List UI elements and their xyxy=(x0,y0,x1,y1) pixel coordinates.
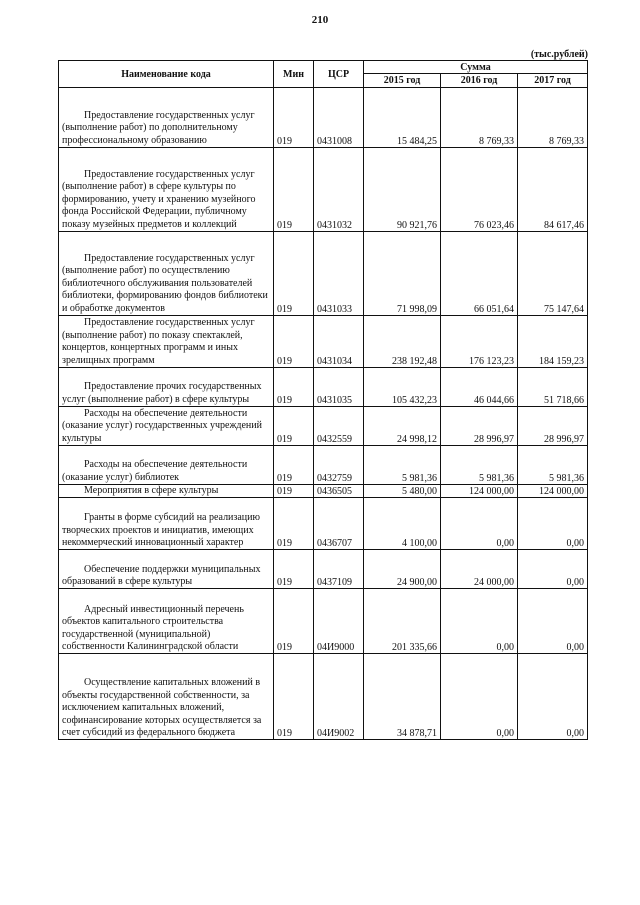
row-2015: 201 335,66 xyxy=(364,589,441,654)
header-2017: 2017 год xyxy=(518,74,588,88)
row-2016: 5 981,36 xyxy=(441,446,518,485)
row-name: Адресный инвестиционный перечень объектов капитального строительства государственной (муниципальной) собственности Калининградской области xyxy=(59,589,274,654)
row-2016: 124 000,00 xyxy=(441,485,518,498)
row-min: 019 xyxy=(274,88,314,148)
row-2017: 8 769,33 xyxy=(518,88,588,148)
table-row xyxy=(59,148,588,232)
row-csr: 0437109 xyxy=(314,550,364,589)
row-name: Обеспечение поддержки муниципальных образований в сфере культуры xyxy=(59,550,274,589)
row-min: 019 xyxy=(274,485,314,498)
row-csr: 0431035 xyxy=(314,368,364,407)
row-2017: 5 981,36 xyxy=(518,446,588,485)
row-min: 019 xyxy=(274,368,314,407)
table-row xyxy=(59,88,588,148)
row-name: Расходы на обеспечение деятельности (оказание услуг) государственных учреждений культуры xyxy=(59,407,274,446)
row-2015: 24 998,12 xyxy=(364,407,441,446)
table-row xyxy=(59,316,588,368)
row-name: Осуществление капитальных вложений в объекты государственной собственности, за исключением капитальных вложений, софинансирование которых осуществляется за счет субсидий из федерального бюджета xyxy=(59,654,274,740)
row-name: Предоставление государственных услуг (выполнение работ) по показу спектаклей, концертов, концертных программ и иных зрелищных программ xyxy=(59,316,274,368)
row-min: 019 xyxy=(274,498,314,550)
header-csr: ЦСР xyxy=(314,61,364,88)
header-2016: 2016 год xyxy=(441,74,518,88)
row-name: Предоставление прочих государственных услуг (выполнение работ) в сфере культуры xyxy=(59,368,274,407)
row-name: Гранты в форме субсидий на реализацию творческих проектов и инициатив, имеющих некоммерческий инновационный характер xyxy=(59,498,274,550)
row-csr: 0431034 xyxy=(314,316,364,368)
table-row xyxy=(59,589,588,654)
row-2017: 0,00 xyxy=(518,498,588,550)
row-2016: 24 000,00 xyxy=(441,550,518,589)
row-min: 019 xyxy=(274,232,314,316)
row-2016: 176 123,23 xyxy=(441,316,518,368)
row-min: 019 xyxy=(274,589,314,654)
row-2017: 184 159,23 xyxy=(518,316,588,368)
table-row xyxy=(59,550,588,589)
row-csr: 04И9000 xyxy=(314,589,364,654)
header-min: Мин xyxy=(274,61,314,88)
row-2015: 4 100,00 xyxy=(364,498,441,550)
table-row xyxy=(59,654,588,740)
row-name: Мероприятия в сфере культуры xyxy=(59,485,274,498)
row-name: Предоставление государственных услуг (выполнение работ) по дополнительному профессиональному образованию xyxy=(59,88,274,148)
row-min: 019 xyxy=(274,446,314,485)
header-sum: Сумма xyxy=(364,61,588,74)
row-2016: 0,00 xyxy=(441,498,518,550)
row-name: Предоставление государственных услуг (выполнение работ) в сфере культуры по формированию, учету и хранению музейного фонда Российской Федерации, публичному показу музейных предметов и коллекций xyxy=(59,148,274,232)
row-2016: 28 996,97 xyxy=(441,407,518,446)
row-2017: 0,00 xyxy=(518,654,588,740)
row-2015: 105 432,23 xyxy=(364,368,441,407)
row-min: 019 xyxy=(274,550,314,589)
row-2016: 0,00 xyxy=(441,589,518,654)
table-row xyxy=(59,498,588,550)
row-2017: 84 617,46 xyxy=(518,148,588,232)
row-min: 019 xyxy=(274,654,314,740)
row-2015: 71 998,09 xyxy=(364,232,441,316)
row-2017: 0,00 xyxy=(518,589,588,654)
row-2017: 124 000,00 xyxy=(518,485,588,498)
units-label: (тыс.рублей) xyxy=(530,49,588,60)
table-row xyxy=(59,446,588,485)
row-2016: 66 051,64 xyxy=(441,232,518,316)
header-name: Наименование кода xyxy=(59,61,274,88)
table-row xyxy=(59,368,588,407)
row-name: Расходы на обеспечение деятельности (оказание услуг) библиотек xyxy=(59,446,274,485)
table-row xyxy=(59,485,588,498)
row-2015: 24 900,00 xyxy=(364,550,441,589)
header-2015: 2015 год xyxy=(364,74,441,88)
row-2017: 51 718,66 xyxy=(518,368,588,407)
row-min: 019 xyxy=(274,407,314,446)
row-2017: 0,00 xyxy=(518,550,588,589)
row-csr: 0431008 xyxy=(314,88,364,148)
page-number: 210 xyxy=(311,14,329,26)
row-csr: 0432759 xyxy=(314,446,364,485)
row-csr: 0436505 xyxy=(314,485,364,498)
row-2015: 5 480,00 xyxy=(364,485,441,498)
row-csr: 0431032 xyxy=(314,148,364,232)
row-csr: 0432559 xyxy=(314,407,364,446)
row-2017: 28 996,97 xyxy=(518,407,588,446)
row-name: Предоставление государственных услуг (выполнение работ) по осуществлению библиотечного обслуживания пользователей библиотеки, формированию фондов библиотеки и обработке документов xyxy=(59,232,274,316)
row-2015: 15 484,25 xyxy=(364,88,441,148)
table-row xyxy=(59,407,588,446)
row-2015: 238 192,48 xyxy=(364,316,441,368)
row-2016: 46 044,66 xyxy=(441,368,518,407)
budget-table xyxy=(58,60,588,740)
row-csr: 0431033 xyxy=(314,232,364,316)
row-2017: 75 147,64 xyxy=(518,232,588,316)
row-min: 019 xyxy=(274,148,314,232)
row-2016: 8 769,33 xyxy=(441,88,518,148)
row-csr: 0436707 xyxy=(314,498,364,550)
row-2015: 34 878,71 xyxy=(364,654,441,740)
row-2015: 90 921,76 xyxy=(364,148,441,232)
row-csr: 04И9002 xyxy=(314,654,364,740)
row-2015: 5 981,36 xyxy=(364,446,441,485)
row-min: 019 xyxy=(274,316,314,368)
row-2016: 76 023,46 xyxy=(441,148,518,232)
row-2016: 0,00 xyxy=(441,654,518,740)
table-row xyxy=(59,232,588,316)
